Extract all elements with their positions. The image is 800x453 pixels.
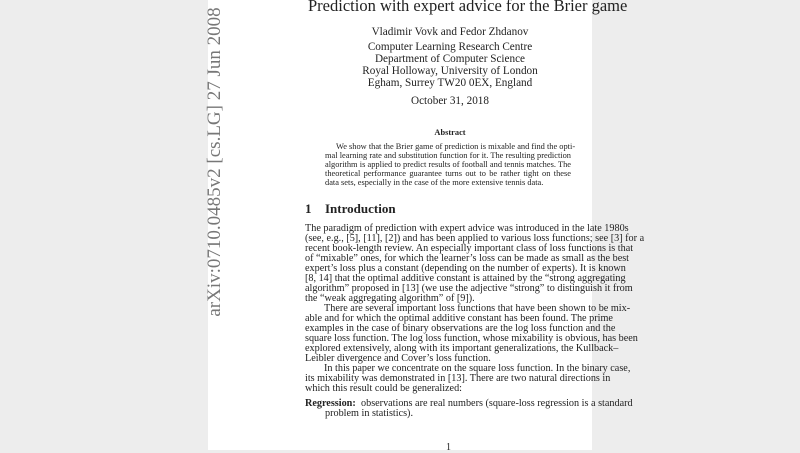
body-line: of “mixable” ones, for which the learner’s loss can be made as small as the best bbox=[305, 253, 630, 264]
affiliation-line: Department of Computer Science bbox=[374, 53, 526, 65]
body-line: explored extensively, along with its important generalizations, the Kullback– bbox=[305, 343, 619, 354]
abstract-line: We show that the Brier game of prediction is mixable and find the opti- bbox=[336, 142, 576, 151]
body-line: square loss function. The log loss function, whose mixability is obvious, has been bbox=[305, 333, 638, 344]
authors: Vladimir Vovk and Fedor Zhdanov bbox=[371, 26, 529, 38]
body-line: examples in the case of binary observations are the log loss function and the bbox=[305, 323, 616, 334]
date: October 31, 2018 bbox=[411, 95, 489, 107]
body-line: (see, e.g., [5], [11], [2]) and has been applied to various loss functions; see [3] for a bbox=[305, 233, 645, 244]
body-line: which this result could be generalized: bbox=[305, 383, 463, 394]
abstract-line: algorithm is applied to predict results of football and tennis matches. The bbox=[325, 160, 571, 169]
affiliation-line: Royal Holloway, University of London bbox=[362, 65, 538, 77]
body-line: The paradigm of prediction with expert advice was introduced in the late 1980s bbox=[305, 223, 629, 234]
paper-title: Prediction with expert advice for the Brier game bbox=[308, 0, 628, 15]
body-line: the “weak aggregating algorithm” of [9]). bbox=[305, 293, 475, 304]
body-line: expert’s loss plus a constant (depending on the number of experts). It is known bbox=[305, 263, 626, 274]
body-line: recent book-length review. An especially important class of loss functions is that bbox=[305, 243, 634, 254]
body-line: its mixability was demonstrated in [13]. There are two natural directions in bbox=[305, 373, 611, 384]
regression-line: problem in statistics). bbox=[325, 408, 413, 419]
body-line: algorithm” proposed in [13] (we use the adjective “strong” to distinguish it from bbox=[305, 283, 633, 294]
section-title: Introduction bbox=[325, 201, 396, 216]
section-number: 1 bbox=[305, 201, 312, 216]
regression-line: observations are real numbers (square-loss regression is a standard bbox=[361, 398, 633, 409]
abstract-line: mal learning rate and substitution function for it. The resulting prediction bbox=[325, 151, 571, 160]
body-line: Leibler divergence and Cover’s loss function. bbox=[305, 353, 491, 364]
abstract-line: theoretical performance guarantee turns out to be rather tight on these bbox=[325, 169, 571, 178]
regression-term: Regression: bbox=[305, 398, 356, 409]
body-line: able and for which the optimal additive constant has been found. The prime bbox=[305, 313, 613, 324]
abstract-heading: Abstract bbox=[434, 128, 466, 137]
abstract-line: data sets, especially in the case of the more extensive tennis data. bbox=[325, 178, 544, 187]
body-line: There are several important loss functions that have been shown to be mix- bbox=[324, 303, 631, 314]
body-line: [8, 14] that the optimal additive constant is attained by the “strong aggregating bbox=[305, 273, 626, 284]
page-number: 1 bbox=[446, 442, 451, 453]
affiliation-line: Computer Learning Research Centre bbox=[367, 41, 533, 53]
body-line: In this paper we concentrate on the square loss function. In the binary case, bbox=[324, 363, 631, 374]
arxiv-stamp: arXiv:0710.0485v2 [cs.LG] 27 Jun 2008 bbox=[204, 7, 225, 317]
affiliation-line: Egham, Surrey TW20 0EX, England bbox=[367, 77, 533, 89]
